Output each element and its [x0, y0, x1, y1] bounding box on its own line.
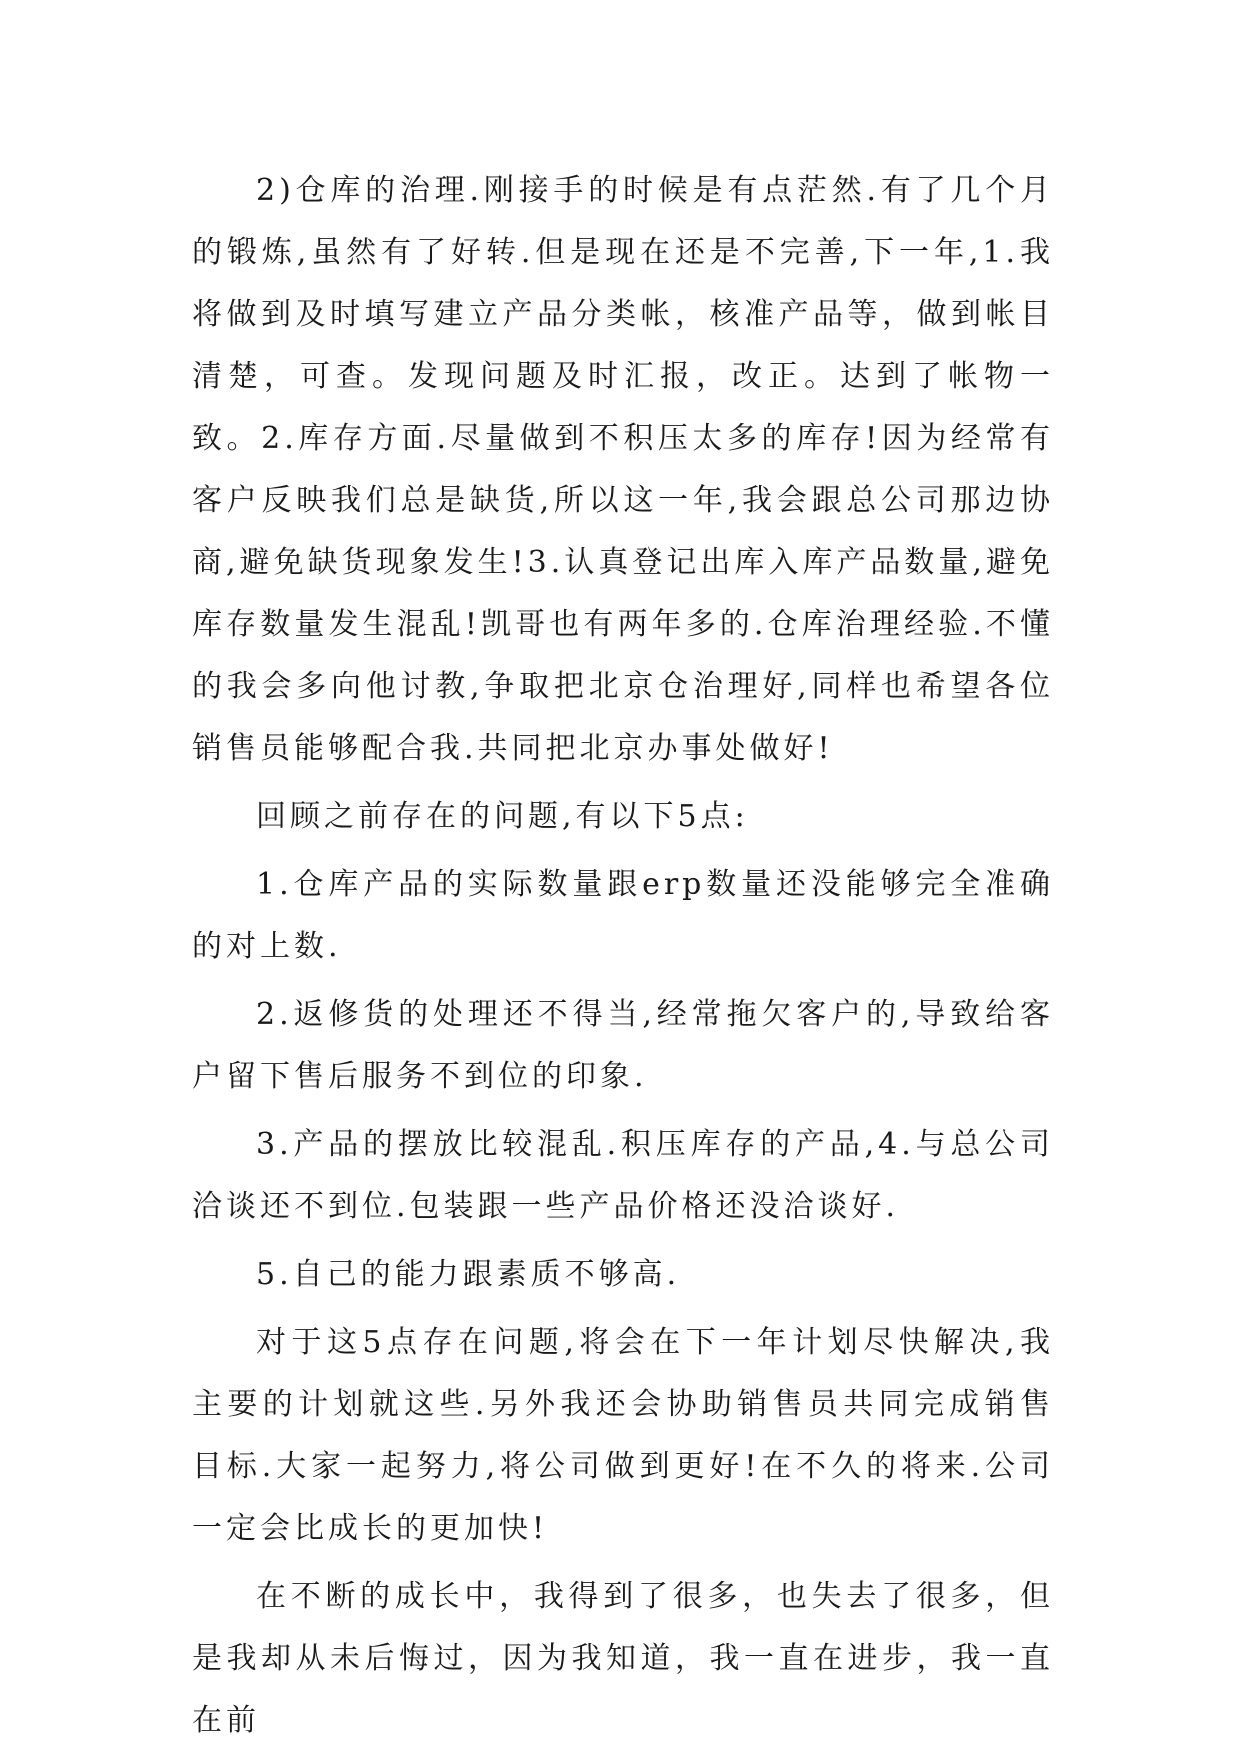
- paragraph-issue-2: 2.返修货的处理还不得当,经常拖欠客户的,导致给客户留下售后服务不到位的印象.: [192, 997, 1054, 1094]
- paragraph-warehouse-management: 2)仓库的治理.刚接手的时候是有点茫然.有了几个月的锻炼,虽然有了好转.但是现在还是不完善,下一年,1.我将做到及时填写建立产品分类帐，核准产品等，做到帐目清楚，可查。发现问题及时汇报，改正。达到了帐物一致。2.库存方面.尽量做到不积压太多的库存!因为经常有客户反映我们总是缺货,所以这一年,我会跟总公司那边协商,避免缺货现象发生!3.认真登记出库入库产品数量,避免库存数量发生混乱!凯哥也有两年多的.仓库治理经验.不懂的我会多向他讨教,争取把北京仓治理好,同样也希望各位销售员能够配合我.共同把北京办事处做好!: [192, 173, 1054, 766]
- paragraph-issue-1: 1.仓库产品的实际数量跟erp数量还没能够完全准确的对上数.: [192, 867, 1054, 964]
- paragraph-issue-5: 5.自己的能力跟素质不够高.: [256, 1257, 681, 1292]
- paragraph-growth: 在不断的成长中，我得到了很多，也失去了很多，但是我却从未后悔过，因为我知道，我一直在进步，我一直在前: [192, 1579, 1054, 1738]
- paragraph-issue-3-4: 3.产品的摆放比较混乱.积压库存的产品,4.与总公司洽谈还不到位.包装跟一些产品价格还没洽谈好.: [192, 1127, 1054, 1224]
- document-body: [192, 160, 1054, 1758]
- paragraph-review-intro: 回顾之前存在的问题,有以下5点:: [256, 799, 749, 834]
- paragraph-plan: 对于这5点存在问题,将会在下一年计划尽快解决,我主要的计划就这些.另外我还会协助销售员共同完成销售目标.大家一起努力,将公司做到更好!在不久的将来.公司一定会比成长的更加快!: [192, 1325, 1054, 1546]
